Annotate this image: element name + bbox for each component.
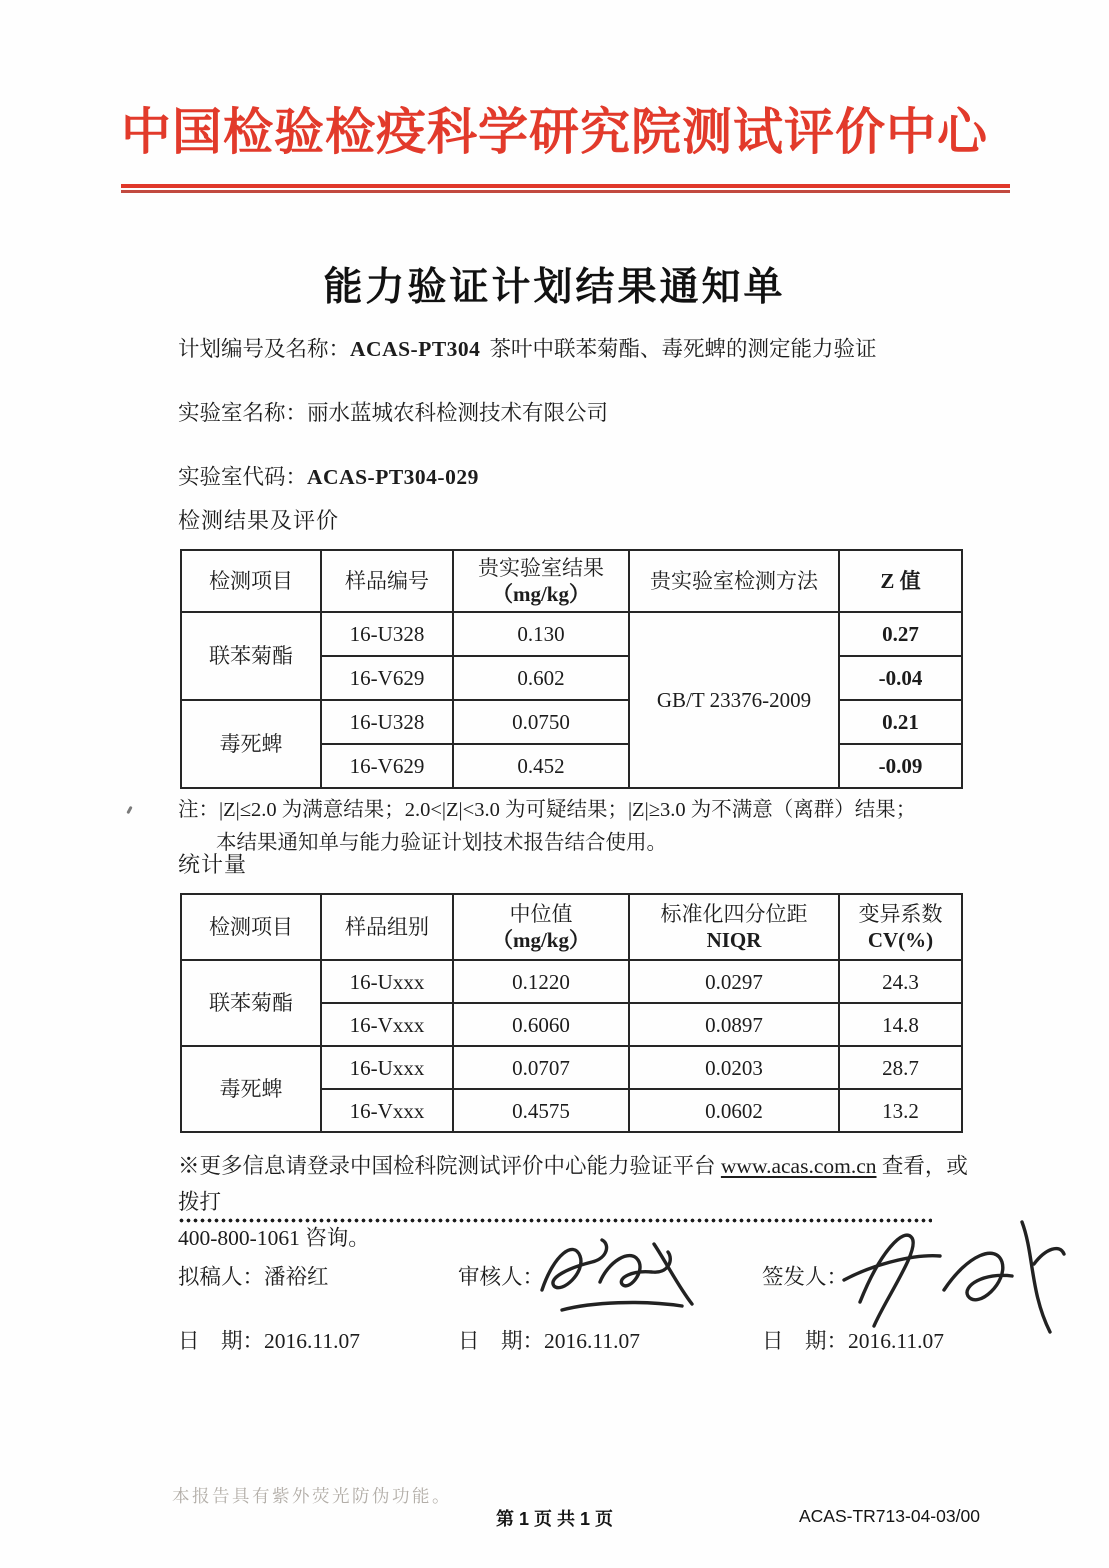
stats-median-cell: 0.1220 bbox=[453, 960, 629, 1003]
stats-median-cell: 0.4575 bbox=[453, 1089, 629, 1132]
drafter-date: 2016.11.07 bbox=[264, 1329, 360, 1353]
results-item-cell: 毒死蜱 bbox=[181, 700, 321, 788]
statistics-table bbox=[180, 893, 963, 1133]
statistics-row bbox=[181, 1046, 962, 1089]
results-sample-cell: 16-V629 bbox=[321, 656, 453, 700]
results-value-cell: 0.452 bbox=[453, 744, 629, 788]
stats-cv-cell: 14.8 bbox=[839, 1003, 962, 1046]
statistics-row bbox=[181, 960, 962, 1003]
date-label: 日 期： bbox=[458, 1329, 545, 1353]
stats-header-median-line1: 中位值 bbox=[509, 902, 573, 926]
stats-header-cv-line1: 变异系数 bbox=[858, 902, 943, 926]
document-number: ACAS-TR713-04-03/00 bbox=[799, 1506, 980, 1526]
results-sample-cell: 16-V629 bbox=[321, 744, 453, 788]
results-value-cell: 0.130 bbox=[453, 612, 629, 656]
results-table bbox=[180, 549, 963, 789]
results-header-sample: 样品编号 bbox=[321, 550, 453, 612]
more-info-phone-line: 400-800-1061 咨询。 bbox=[178, 1226, 370, 1250]
stats-group-cell: 16-Vxxx bbox=[321, 1003, 453, 1046]
lab-name-value: 丽水蓝城农科检测技术有限公司 bbox=[307, 401, 609, 425]
results-z-cell: 0.21 bbox=[839, 700, 962, 744]
letterhead-rule bbox=[121, 184, 1010, 193]
results-row bbox=[181, 700, 962, 744]
stats-header-group: 样品组别 bbox=[321, 894, 453, 960]
drafter-line bbox=[178, 1260, 329, 1291]
results-header-z: Z 值 bbox=[839, 550, 962, 612]
reviewer-date: 2016.11.07 bbox=[544, 1329, 640, 1353]
dotted-separator bbox=[178, 1218, 932, 1223]
issuer-date-line bbox=[762, 1324, 944, 1355]
results-section-title: 检测结果及评价 bbox=[178, 508, 340, 533]
stats-item-cell: 联苯菊酯 bbox=[181, 960, 321, 1046]
acas-platform-link[interactable]: www.acas.com.cn bbox=[720, 1154, 877, 1178]
statistics-section-title: 统计量 bbox=[178, 852, 248, 877]
uv-anticounterfeit-watermark: 本报告具有紫外荧光防伪功能。 bbox=[172, 1486, 452, 1506]
stats-item-cell: 毒死蜱 bbox=[181, 1046, 321, 1132]
stats-header-median-unit: （mg/kg） bbox=[491, 928, 590, 952]
results-z-cell: -0.09 bbox=[839, 744, 962, 788]
more-info-note bbox=[178, 1148, 988, 1256]
lab-code-line bbox=[178, 460, 876, 491]
results-table-header-row bbox=[181, 550, 962, 612]
results-sample-cell: 16-U328 bbox=[321, 612, 453, 656]
page-indicator: 第 1 页 共 1 页 bbox=[495, 1509, 614, 1529]
lab-code-label: 实验室代码： bbox=[178, 465, 308, 489]
results-method-cell: GB/T 23376-2009 bbox=[629, 612, 839, 788]
z-score-note-line2: 本结果通知单与能力验证计划技术报告结合使用。 bbox=[216, 832, 667, 854]
stats-niqr-cell: 0.0602 bbox=[629, 1089, 839, 1132]
stats-header-niqr-line1: 标准化四分位距 bbox=[660, 902, 808, 926]
reviewer-date-line bbox=[458, 1324, 640, 1355]
issuer-date: 2016.11.07 bbox=[848, 1329, 944, 1353]
results-item-cell: 联苯菊酯 bbox=[181, 612, 321, 700]
date-label: 日 期： bbox=[762, 1329, 849, 1353]
issuer-line bbox=[762, 1260, 848, 1291]
stats-header-cv-line2: CV(%) bbox=[867, 928, 934, 952]
stats-group-cell: 16-Uxxx bbox=[321, 960, 453, 1003]
results-header-result bbox=[453, 550, 629, 612]
more-info-prefix: ※更多信息请登录中国检科院测试评价中心能力验证平台 bbox=[178, 1154, 721, 1178]
stats-niqr-cell: 0.0297 bbox=[629, 960, 839, 1003]
stats-median-cell: 0.6060 bbox=[453, 1003, 629, 1046]
drafter-label: 拟稿人： bbox=[178, 1265, 265, 1289]
stats-median-cell: 0.0707 bbox=[453, 1046, 629, 1089]
stats-header-cv bbox=[839, 894, 962, 960]
results-header-result-unit: （mg/kg） bbox=[491, 582, 590, 606]
plan-code: ACAS-PT304 bbox=[350, 337, 481, 361]
scan-artifact-mark bbox=[126, 806, 132, 814]
stats-group-cell: 16-Uxxx bbox=[321, 1046, 453, 1089]
reviewer-label: 审核人： bbox=[458, 1265, 545, 1289]
results-z-cell: 0.27 bbox=[839, 612, 962, 656]
results-value-cell: 0.0750 bbox=[453, 700, 629, 744]
stats-header-item: 检测项目 bbox=[181, 894, 321, 960]
z-score-note-line1: 注：|Z|≤2.0 为满意结果；2.0<|Z|<3.0 为可疑结果；|Z|≥3.0 为不满意（离群）结果； bbox=[178, 799, 917, 821]
lab-name-line bbox=[178, 396, 876, 427]
results-header-result-line1: 贵实验室结果 bbox=[478, 556, 604, 580]
results-z-cell: -0.04 bbox=[839, 656, 962, 700]
plan-number-label: 计划编号及名称： bbox=[178, 337, 351, 361]
stats-header-niqr-line2: NIQR bbox=[706, 928, 762, 952]
stats-header-niqr bbox=[629, 894, 839, 960]
more-info-suffix: 查看，或拨打 bbox=[178, 1154, 968, 1214]
document-title: 能力验证计划结果通知单 bbox=[323, 266, 786, 309]
plan-name: 茶叶中联苯菊酯、毒死蜱的测定能力验证 bbox=[489, 337, 877, 361]
drafter-date-line bbox=[178, 1324, 360, 1355]
statistics-table-header-row bbox=[181, 894, 962, 960]
stats-cv-cell: 28.7 bbox=[839, 1046, 962, 1089]
z-score-note bbox=[178, 797, 916, 856]
date-label: 日 期： bbox=[178, 1329, 265, 1353]
results-header-method: 贵实验室检测方法 bbox=[629, 550, 839, 612]
results-header-item: 检测项目 bbox=[181, 550, 321, 612]
stats-cv-cell: 13.2 bbox=[839, 1089, 962, 1132]
plan-number-line bbox=[178, 332, 876, 363]
stats-niqr-cell: 0.0203 bbox=[629, 1046, 839, 1089]
lab-name-label: 实验室名称： bbox=[178, 401, 308, 425]
stats-niqr-cell: 0.0897 bbox=[629, 1003, 839, 1046]
stats-cv-cell: 24.3 bbox=[839, 960, 962, 1003]
stats-header-median bbox=[453, 894, 629, 960]
org-title: 中国检验检疫科学研究院测试评价中心 bbox=[121, 104, 988, 160]
stats-group-cell: 16-Vxxx bbox=[321, 1089, 453, 1132]
reviewer-line bbox=[458, 1260, 544, 1291]
results-row bbox=[181, 612, 962, 656]
results-value-cell: 0.602 bbox=[453, 656, 629, 700]
results-sample-cell: 16-U328 bbox=[321, 700, 453, 744]
issuer-label: 签发人： bbox=[762, 1265, 849, 1289]
info-block bbox=[178, 332, 876, 524]
lab-code-value: ACAS-PT304-029 bbox=[307, 465, 479, 489]
drafter-name: 潘裕红 bbox=[264, 1265, 329, 1289]
